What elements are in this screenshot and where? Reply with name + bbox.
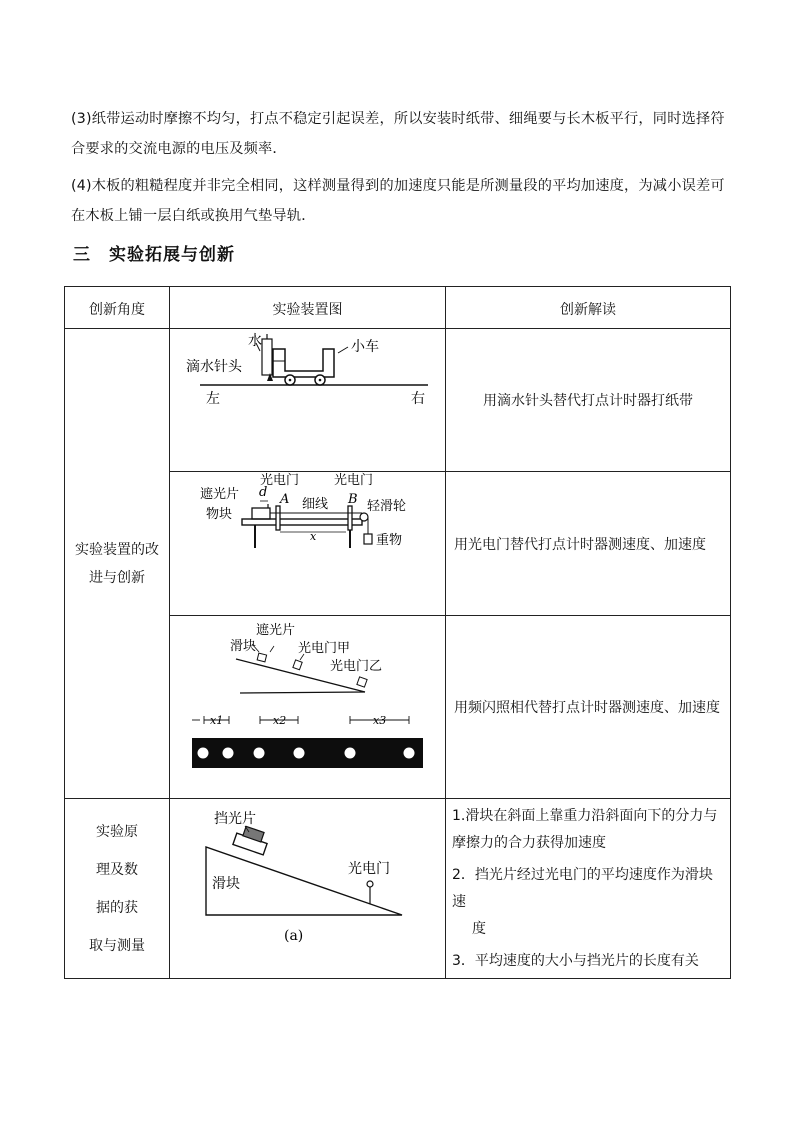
label-slider: 滑块 — [230, 639, 257, 654]
drip-needle-diagram — [170, 329, 445, 467]
interpretation-item: 3．平均速度的大小与挡光片的长度有关 — [452, 953, 699, 969]
flash-photo-diagram — [170, 616, 445, 794]
car-body — [273, 349, 334, 377]
label-needle: 滴水针头 — [186, 359, 242, 375]
gate-a-icon — [276, 506, 280, 530]
label-gate-a: 光电门 — [260, 473, 300, 488]
label-x2: x2 — [273, 714, 287, 727]
diagram-cell — [170, 329, 446, 472]
label-water: 水 — [248, 333, 262, 349]
label-shade: 遮光片 — [256, 623, 296, 638]
flash-dot — [254, 748, 265, 759]
weight-icon — [364, 534, 372, 544]
label-gate2: 光电门乙 — [330, 659, 383, 674]
table-header-row — [65, 287, 731, 329]
header-angle: 创新角度 — [65, 287, 170, 329]
section-number: 三 — [73, 245, 91, 265]
label-slider: 滑块 — [212, 876, 240, 892]
angle-line: 据的获 — [96, 899, 138, 916]
angle-line: 进与创新 — [89, 569, 145, 586]
gate-b-icon — [348, 506, 352, 530]
label-caption: (a) — [284, 928, 304, 944]
rail — [242, 519, 362, 525]
label-gate1: 光电门甲 — [298, 641, 351, 656]
flash-dot — [294, 748, 305, 759]
pulley-icon — [360, 513, 368, 521]
diagram-cell — [170, 799, 446, 979]
paragraph-4: (4)木板的粗糙程度并非完全相同，这样测量得到的加速度只能是所测量段的平均加速度，为减小误差可在木板上铺一层白纸或换用气垫导轨． — [71, 178, 725, 225]
photogate-diagram — [170, 472, 445, 611]
water-tube — [262, 339, 272, 375]
label-gate: 光电门 — [348, 861, 390, 877]
interpretation-item-continued: 度 — [472, 921, 486, 937]
label-car: 小车 — [351, 339, 379, 355]
angle-line: 实验装置的改 — [75, 541, 159, 558]
label-a: A — [280, 492, 290, 507]
incline-photogate-diagram — [170, 799, 445, 973]
flash-dot — [404, 748, 415, 759]
angle-line: 实验原 — [96, 823, 138, 840]
interpretation-cell — [446, 799, 731, 979]
flash-dot — [345, 748, 356, 759]
label-pulley: 轻滑轮 — [367, 499, 407, 514]
header-interpretation: 创新解读 — [446, 287, 731, 329]
label-shade: 遮光片 — [200, 487, 240, 502]
gate1-icon — [293, 660, 302, 670]
angle-line: 理及数 — [96, 861, 138, 878]
table-row — [65, 799, 731, 979]
interpretation-cell: 用滴水针头替代打点计时器打纸带 — [446, 329, 731, 472]
interpretation-cell: 用光电门替代打点计时器测速度、加速度 — [446, 472, 731, 616]
label-shade: 挡光片 — [214, 811, 256, 827]
label-right: 右 — [411, 391, 425, 407]
label-x1: x1 — [210, 714, 224, 727]
interpretation-cell: 用频闪照相代替打点计时器测速度、加速度 — [446, 616, 731, 799]
section-heading — [73, 240, 235, 265]
flash-dot — [223, 748, 234, 759]
label-x3: x3 — [373, 714, 387, 727]
gate2-icon — [357, 677, 367, 687]
block-icon — [252, 508, 270, 519]
label-thread: 细线 — [302, 497, 329, 512]
diagram-cell — [170, 472, 446, 616]
angle-cell-principle — [65, 799, 170, 979]
diagram-cell — [170, 616, 446, 799]
header-diagram: 实验装置图 — [170, 287, 446, 329]
table-row — [65, 329, 731, 472]
angle-cell-device — [65, 329, 170, 799]
paragraph-3: (3)纸带运动时摩擦不均匀，打点不稳定引起误差，所以安装时纸带、细绳要与长木板平行，同时选择符合要求的交流电源的电压及频率． — [71, 111, 725, 158]
section-title: 实验拓展与创新 — [109, 245, 235, 265]
interpretation-item: 1.滑块在斜面上靠重力沿斜面向下的分力与摩擦力的合力获得加速度 — [452, 808, 718, 851]
innovation-table — [64, 286, 731, 979]
photogate-icon — [367, 881, 373, 887]
label-left: 左 — [206, 391, 220, 407]
angle-line: 取与测量 — [89, 937, 145, 954]
label-x: x — [310, 530, 317, 543]
label-block: 物块 — [206, 507, 233, 522]
slider-icon — [257, 653, 266, 662]
interpretation-item: 2．挡光片经过光电门的平均速度作为滑块速 — [452, 867, 713, 910]
label-b: B — [348, 492, 358, 507]
label-weight: 重物 — [376, 533, 403, 548]
label-d: d — [259, 485, 268, 500]
label-gate-b: 光电门 — [334, 473, 374, 488]
flash-dot — [198, 748, 209, 759]
